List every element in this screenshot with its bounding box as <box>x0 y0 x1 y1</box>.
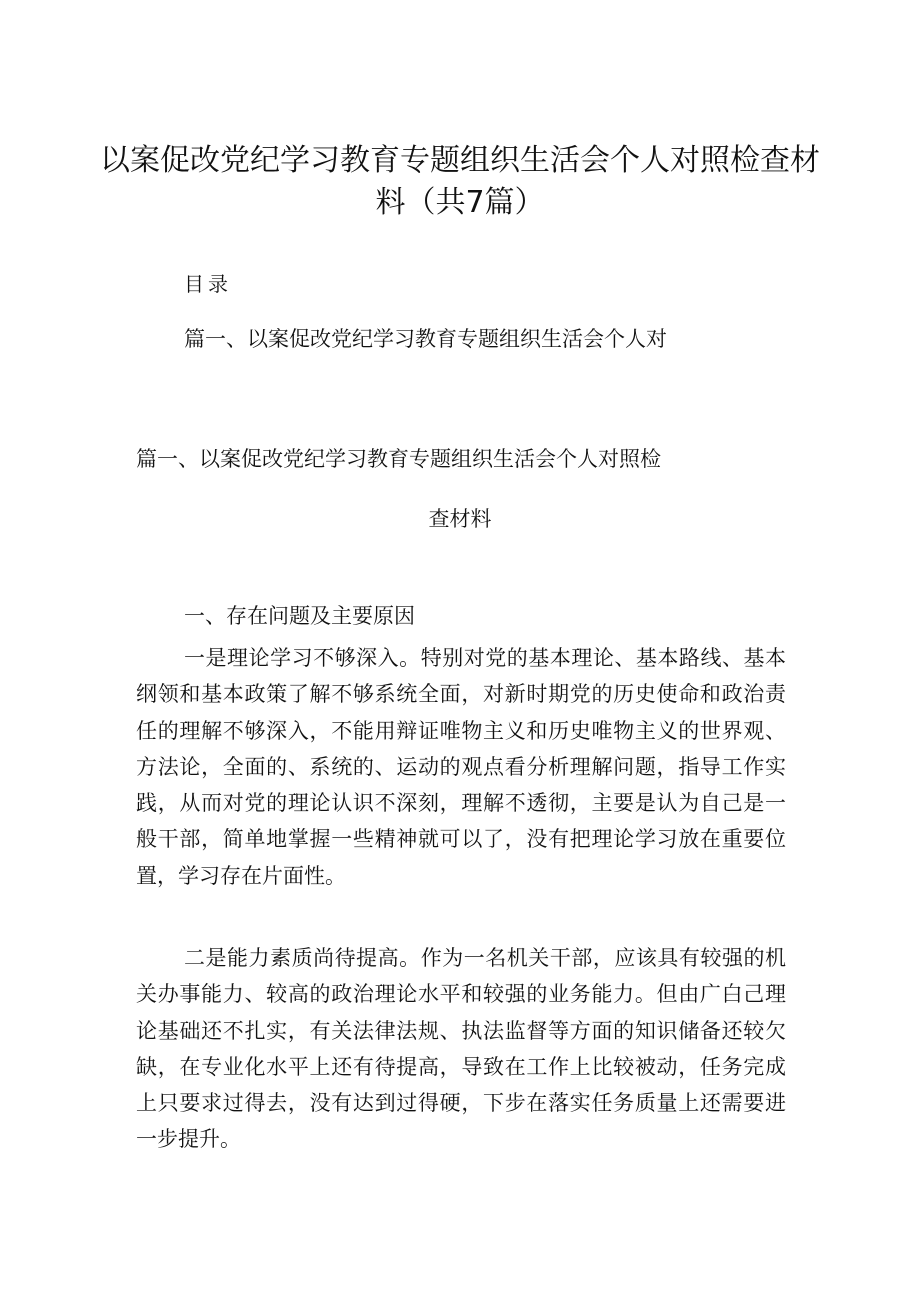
section-subheading: 一、存在问题及主要原因 <box>184 604 415 628</box>
section-title-line1: 篇一、以案促改党纪学习教育专题组织生活会个人对照检 <box>136 447 661 471</box>
section-title-line2: 查材料 <box>428 507 492 531</box>
paragraph: 二是能力素质尚待提高。作为一名机关干部，应该具有较强的机关办事能力、较高的政治理论水平和较强的业务能力。但由广白己理论基础还不扎实，有关法律法规、执法监督等方面的知识储备还较欠缺，在专业化水平上还有待提高，导致在工作上比较被动，任务完成上只要求过得去，没有达到过得硬，下步在落实任务质量上还需要进一步提升。 <box>136 946 786 1152</box>
toc-item[interactable]: 篇一、以案促改党纪学习教育专题组织生活会个人对 <box>184 327 667 351</box>
paragraph: 一是理论学习不够深入。特别对党的基本理论、基本路线、基本纲领和基本政策了解不够系统全面，对新时期党的历史使命和政治责任的理解不够深入，不能用辩证唯物主义和历史唯物主义的世界观、方法论，全面的、系统的、运动的观点看分析理解问题，指导工作实践，从而对党的理论认识不深刻，理解不透彻，主要是认为自己是一般干部，简单地掌握一些精神就可以了，没有把理论学习放在重要位置，学习存在片面性。 <box>136 646 786 888</box>
toc-label: 目录 <box>184 272 232 296</box>
document-title: 以案促改党纪学习教育专题组织生活会个人对照检查材料（共7篇） <box>100 143 820 220</box>
